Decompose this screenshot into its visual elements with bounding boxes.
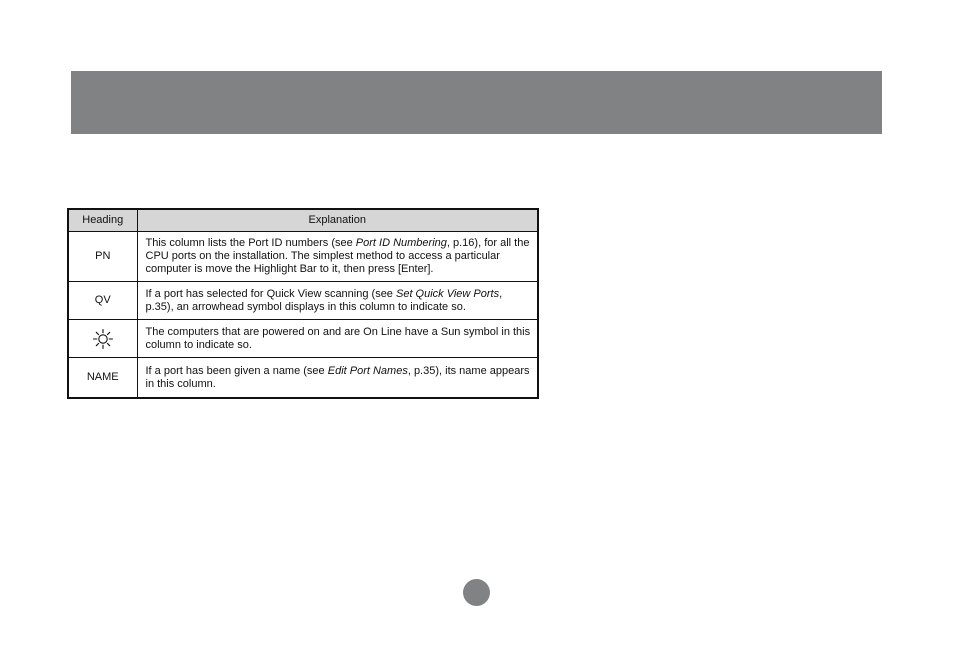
header-band bbox=[71, 71, 882, 134]
table-row bbox=[68, 282, 538, 320]
sun-icon bbox=[92, 328, 114, 350]
row-heading-pn: PN bbox=[68, 232, 137, 282]
explanation-text: If a port has been given a name (see bbox=[145, 364, 328, 377]
explanation-text: , p.35), its name appears in this column. bbox=[145, 364, 530, 390]
page-number-dot bbox=[463, 579, 490, 606]
table-header-row bbox=[68, 209, 538, 232]
row-explanation-sun: The computers that are powered on and are On Line have a Sun symbol in this column to indicate so. bbox=[137, 320, 538, 358]
row-heading-name: NAME bbox=[68, 358, 137, 399]
row-heading-sun bbox=[68, 320, 137, 358]
row-explanation-name bbox=[137, 358, 538, 399]
explanation-text: If a port has selected for Quick View scanning (see bbox=[145, 287, 396, 300]
column-header-heading: Heading bbox=[68, 209, 137, 232]
cross-reference: Set Quick View Ports bbox=[395, 287, 500, 300]
row-explanation-qv bbox=[137, 282, 538, 320]
cross-reference: Edit Port Names bbox=[327, 364, 408, 377]
table-row bbox=[68, 232, 538, 282]
row-explanation-pn bbox=[137, 232, 538, 282]
cross-reference: Port ID Numbering bbox=[355, 237, 447, 249]
table-row bbox=[68, 320, 538, 358]
explanation-table bbox=[67, 208, 539, 399]
explanation-text: , p.35), an arrowhead symbol displays in this column to indicate so. bbox=[145, 287, 503, 313]
column-header-explanation: Explanation bbox=[137, 209, 538, 232]
row-heading-qv: QV bbox=[68, 282, 137, 320]
table-row bbox=[68, 358, 538, 399]
explanation-text: This column lists the Port ID numbers (see bbox=[145, 237, 356, 249]
explanation-text: , p.16), for all the CPU ports on the installation. The simplest method to access a particular computer is move the Highlight Bar to it, then press [Enter]. bbox=[145, 237, 530, 275]
